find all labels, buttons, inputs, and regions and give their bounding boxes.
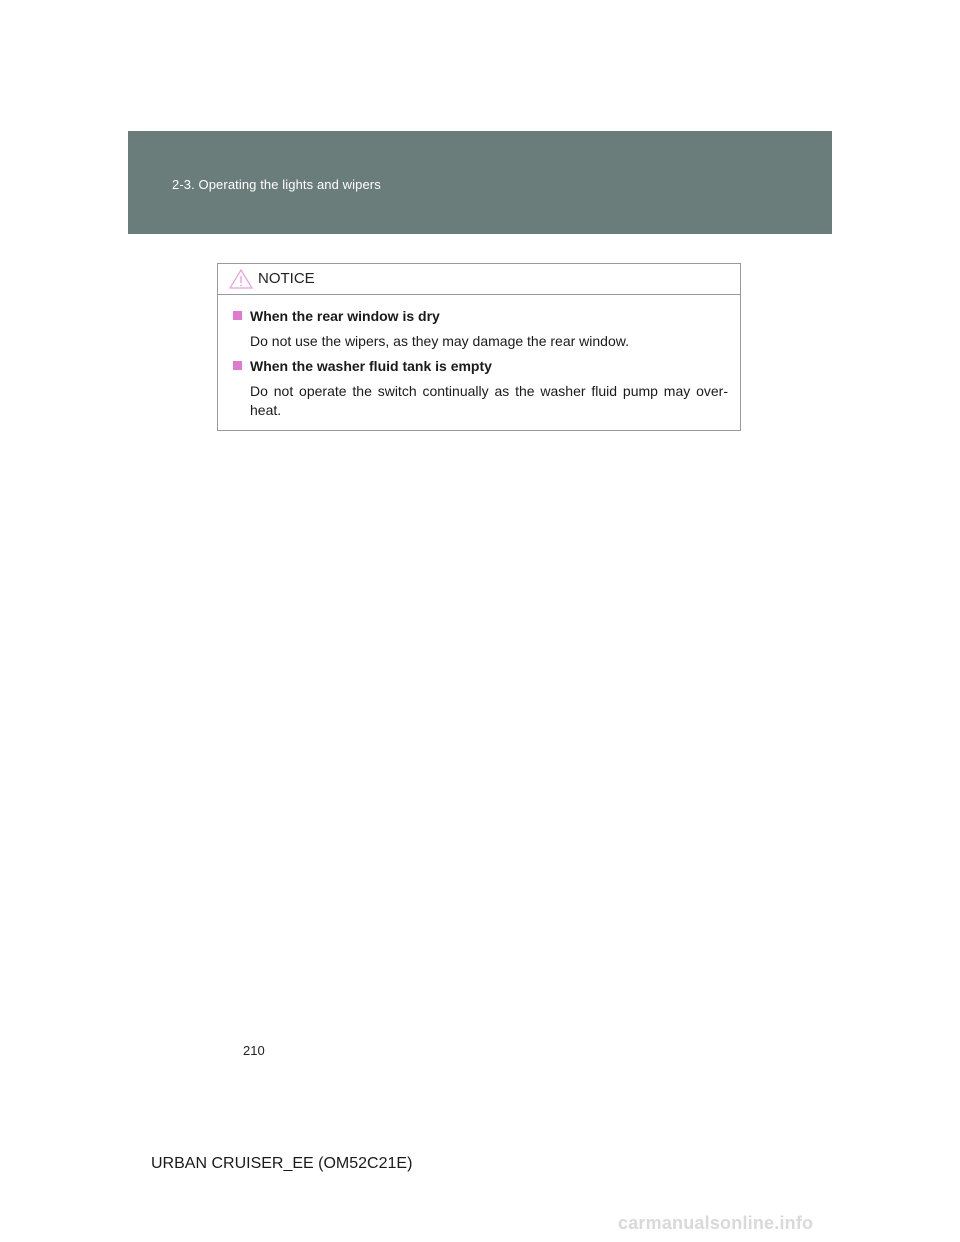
model-code: URBAN CRUISER_EE (OM52C21E)	[151, 1155, 413, 1172]
header-band	[128, 131, 832, 234]
warning-triangle-icon	[229, 269, 253, 289]
square-bullet-icon	[233, 311, 242, 320]
notice-body	[218, 295, 740, 420]
notice-header	[218, 264, 740, 295]
notice-title: NOTICE	[258, 270, 315, 287]
page-number: 210	[243, 1043, 265, 1058]
notice-item-heading	[232, 357, 728, 375]
notice-item-text: Do not use the wipers, as they may damage the rear window.	[250, 333, 629, 349]
section-title: 2-3. Operating the lights and wipers	[172, 177, 381, 192]
notice-item-text: Do not operate the switch continually as the washer fluid pump may over-heat.	[250, 383, 728, 418]
notice-box	[217, 263, 741, 431]
notice-item-heading	[232, 307, 728, 325]
notice-item-heading-text: When the washer fluid tank is empty	[250, 358, 492, 374]
square-bullet-icon	[233, 361, 242, 370]
notice-item-heading-text: When the rear window is dry	[250, 308, 440, 324]
watermark-link[interactable]: carmanualsonline.info	[618, 1213, 814, 1233]
